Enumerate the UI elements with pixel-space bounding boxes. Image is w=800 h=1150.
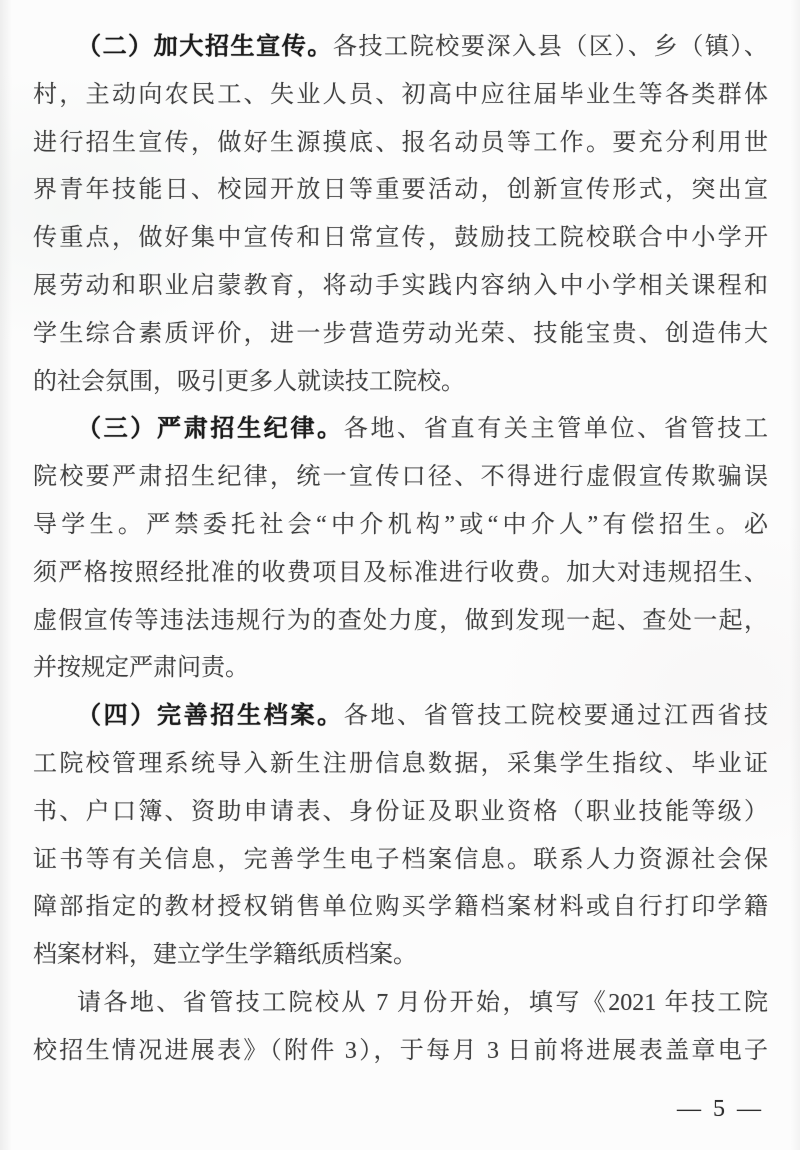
paragraph (33, 980, 768, 1076)
line-text: 请各地、省管技工院校从 7 月份开始，填写《2021 年技工院 (77, 989, 768, 1016)
text-line (33, 550, 768, 598)
paragraph-heading: （四）完善招生档案。 (77, 703, 344, 730)
text-line (33, 120, 768, 168)
text-line (33, 693, 768, 741)
line-text: 各地、省直有关主管单位、省管技工 (343, 416, 768, 443)
line-text: 的社会氛围，吸引更多人就读技工院校。 (33, 368, 465, 395)
paragraph (33, 406, 768, 693)
line-text: 各技工院校要深入县（区）、乡（镇）、 (332, 34, 768, 60)
text-line (33, 311, 768, 359)
line-text: 证书等有关信息，完善学生电子档案信息。联系人力资源社会保 (33, 846, 768, 873)
paragraph (33, 693, 768, 980)
text-line (33, 598, 768, 646)
paragraph-heading: （二）加大招生宣传。 (77, 34, 333, 60)
line-text: 学生综合素质评价，进一步营造劳动光荣、技能宝贵、创造伟大 (33, 320, 768, 347)
text-line (33, 167, 768, 215)
text-line (33, 24, 768, 72)
text-line (33, 263, 768, 311)
text-line (33, 454, 768, 502)
paragraph-heading: （三）严肃招生纪律。 (77, 416, 344, 443)
text-line (33, 502, 768, 550)
line-text: 院校要严肃招生纪律，统一宣传口径、不得进行虚假宣传欺骗误 (33, 464, 768, 491)
paragraph (33, 24, 768, 406)
text-line (33, 645, 768, 693)
line-text: 传重点，做好集中宣传和日常宣传，鼓励技工院校联合中小学开 (33, 225, 768, 252)
text-line (33, 406, 768, 454)
text-line (33, 789, 768, 837)
line-text: 工院校管理系统导入新生注册信息数据，采集学生指纹、毕业证 (33, 750, 768, 777)
line-text: 校招生情况进展表》（附件 3），于每月 3 日前将进展表盖章电子 (33, 1037, 768, 1064)
text-line (33, 884, 768, 932)
text-line (33, 741, 768, 789)
line-text: 书、户口簿、资助申请表、身份证及职业资格（职业技能等级） (33, 798, 768, 825)
text-line (33, 837, 768, 885)
line-text: 并按规定严肃问责。 (33, 655, 249, 682)
line-text: 各地、省管技工院校要通过江西省技 (343, 703, 768, 730)
document-body (33, 24, 768, 1076)
page-number: — 5 — (677, 1096, 764, 1122)
line-text: 进行招生宣传，做好生源摸底、报名动员等工作。要充分利用世 (33, 129, 768, 156)
text-line (33, 72, 768, 120)
line-text: 界青年技能日、校园开放日等重要活动，创新宣传形式，突出宣 (33, 177, 768, 204)
line-text: 导学生。严禁委托社会“中介机构”或“中介人”有偿招生。必 (33, 511, 768, 538)
text-line (33, 1028, 768, 1076)
line-text: 村，主动向农民工、失业人员、初高中应往届毕业生等各类群体 (33, 81, 768, 108)
text-line (33, 215, 768, 263)
line-text: 须严格按照经批准的收费项目及标准进行收费。加大对违规招生、 (33, 559, 768, 586)
line-text: 障部指定的教材授权销售单位购买学籍档案材料或自行打印学籍 (33, 894, 768, 921)
text-line (33, 980, 768, 1028)
text-line (33, 932, 768, 980)
text-line (33, 359, 768, 407)
line-text: 虚假宣传等违法违规行为的查处力度，做到发现一起、查处一起， (33, 607, 768, 634)
line-text: 档案材料，建立学生学籍纸质档案。 (33, 942, 417, 969)
line-text: 展劳动和职业启蒙教育，将动手实践内容纳入中小学相关课程和 (33, 272, 768, 299)
